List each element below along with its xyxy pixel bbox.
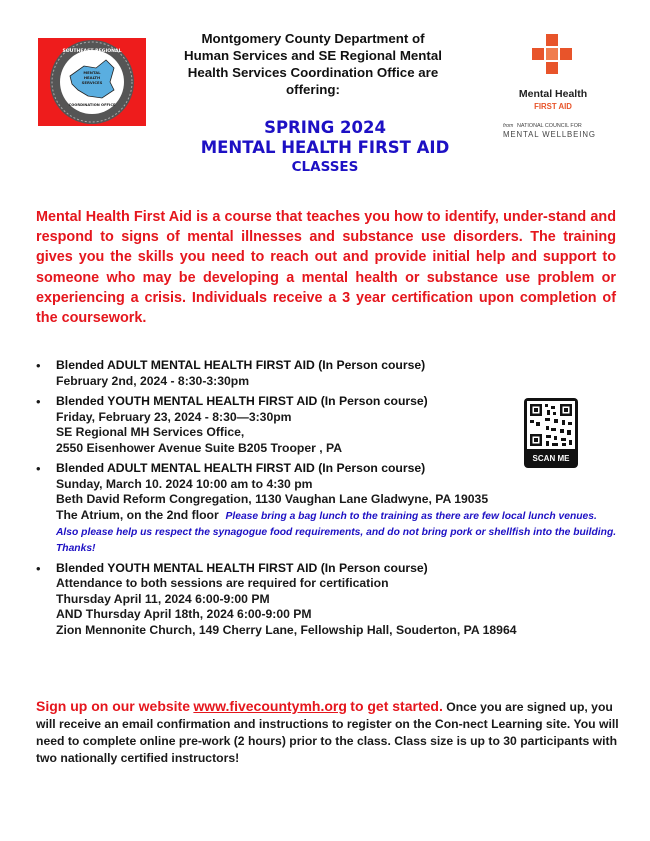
class-atrium-block (56, 508, 621, 556)
header-line: Montgomery County Department of (201, 31, 425, 46)
bullet-icon: • (36, 560, 41, 576)
class-note: Please bring a bag lunch to the training as there are few local lunch venues. Also please help us respect the synagogue food requirements, and do not bring pork or shellfish into the building. Thanks! (56, 510, 617, 554)
bullet-icon: • (36, 394, 41, 409)
seal-line-1: MENTAL (83, 70, 101, 75)
class-location: Zion Mennonite Church, 149 Cherry Lane, Fellowship Hall, Souderton, PA 18964 (56, 622, 517, 637)
title-line-3: CLASSES (291, 159, 359, 175)
class-title: Blended ADULT MENTAL HEALTH FIRST AID (In Person course) (56, 358, 426, 372)
class-item (36, 561, 621, 639)
class-title: Blended ADULT MENTAL HEALTH FIRST AID (In Person course) (56, 461, 426, 475)
class-item (36, 461, 621, 556)
header-organization-text (168, 30, 458, 98)
header-line: Human Services and SE Regional Mental (184, 48, 442, 63)
class-atrium: The Atrium, on the 2nd floor (56, 507, 219, 522)
class-requirement: Attendance to both sessions are required for certification (56, 576, 389, 590)
signup-lead: Sign up on our website (36, 698, 190, 714)
header-line: Health Services Coordination Office are (187, 65, 439, 80)
class-address: 2550 Eisenhower Avenue Suite B205 Trooper , PA (56, 440, 343, 455)
page-title (130, 118, 520, 176)
seal-top-text: SOUTHEAST REGIONAL (62, 49, 122, 54)
class-date: Friday, February 23, 2024 - 8:30—3:30pm (56, 409, 292, 424)
signup-body: Once you are signed up, you will receive an email confirmation and instructions to register on the Con-nect Learning site. You will need to complete online pre-work (2 hours) prior to the class. Class size is up to 30 participants with two nationally certified instructors! (36, 700, 619, 765)
bullet-icon: • (36, 461, 41, 476)
class-location: Beth David Reform Congregation, 1130 Vaughan Lane Gladwyne, PA 19035 (56, 492, 489, 506)
class-item (36, 358, 621, 389)
mhfa-name-line2: FIRST AID (534, 102, 572, 111)
mhfa-name-line1: Mental Health (518, 88, 588, 100)
website-link[interactable]: www.fivecountymh.org (193, 698, 347, 714)
title-line-2: MENTAL HEALTH FIRST AID (200, 138, 450, 157)
class-date: Sunday, March 10. 2024 10:00 am to 4:30 pm (56, 476, 313, 491)
header-line: offering: (286, 82, 340, 97)
title-line-1: SPRING 2024 (264, 118, 386, 137)
bullet-icon: • (36, 358, 41, 373)
seal-graphic (48, 38, 136, 126)
mhfa-from-org: NATIONAL COUNCIL FOR (517, 123, 582, 129)
qr-code-icon (524, 398, 578, 468)
seal-line-2: HEALTH (83, 75, 101, 80)
mhfa-org-line2: MENTAL WELLBEING (503, 130, 596, 139)
seal-line-3: SERVICES (81, 80, 103, 85)
qr-code[interactable] (524, 398, 578, 468)
class-date: AND Thursday April 18th, 2024 6:00-9:00 PM (56, 607, 312, 621)
qr-label: SCAN ME (532, 454, 570, 463)
class-date: Thursday April 11, 2024 6:00-9:00 PM (56, 591, 270, 606)
class-location: SE Regional MH Services Office, (56, 425, 245, 439)
class-date: February 2nd, 2024 - 8:30-3:30pm (56, 373, 250, 388)
mhfa-from-prefix: from (503, 123, 514, 129)
signup-after: to get started. (350, 698, 443, 714)
regional-seal-logo (38, 38, 146, 126)
class-title: Blended YOUTH MENTAL HEALTH FIRST AID (In Person course) (56, 560, 428, 575)
class-title: Blended YOUTH MENTAL HEALTH FIRST AID (In Person course) (56, 394, 428, 408)
signup-paragraph (36, 698, 621, 767)
intro-paragraph: Mental Health First Aid is a course that teaches you how to identify, under-stand and respond to signs of mental illnesses and substance use disorders. The training gives you the skills you need to reach out and provide initial help and support to someone who may be developing a mental health or substance use problem or experiencing a crisis. Individuals receive a 3 year certification upon completion of the coursework. (36, 209, 616, 327)
seal-bottom-text: COORDINATION OFFICE (68, 103, 116, 107)
